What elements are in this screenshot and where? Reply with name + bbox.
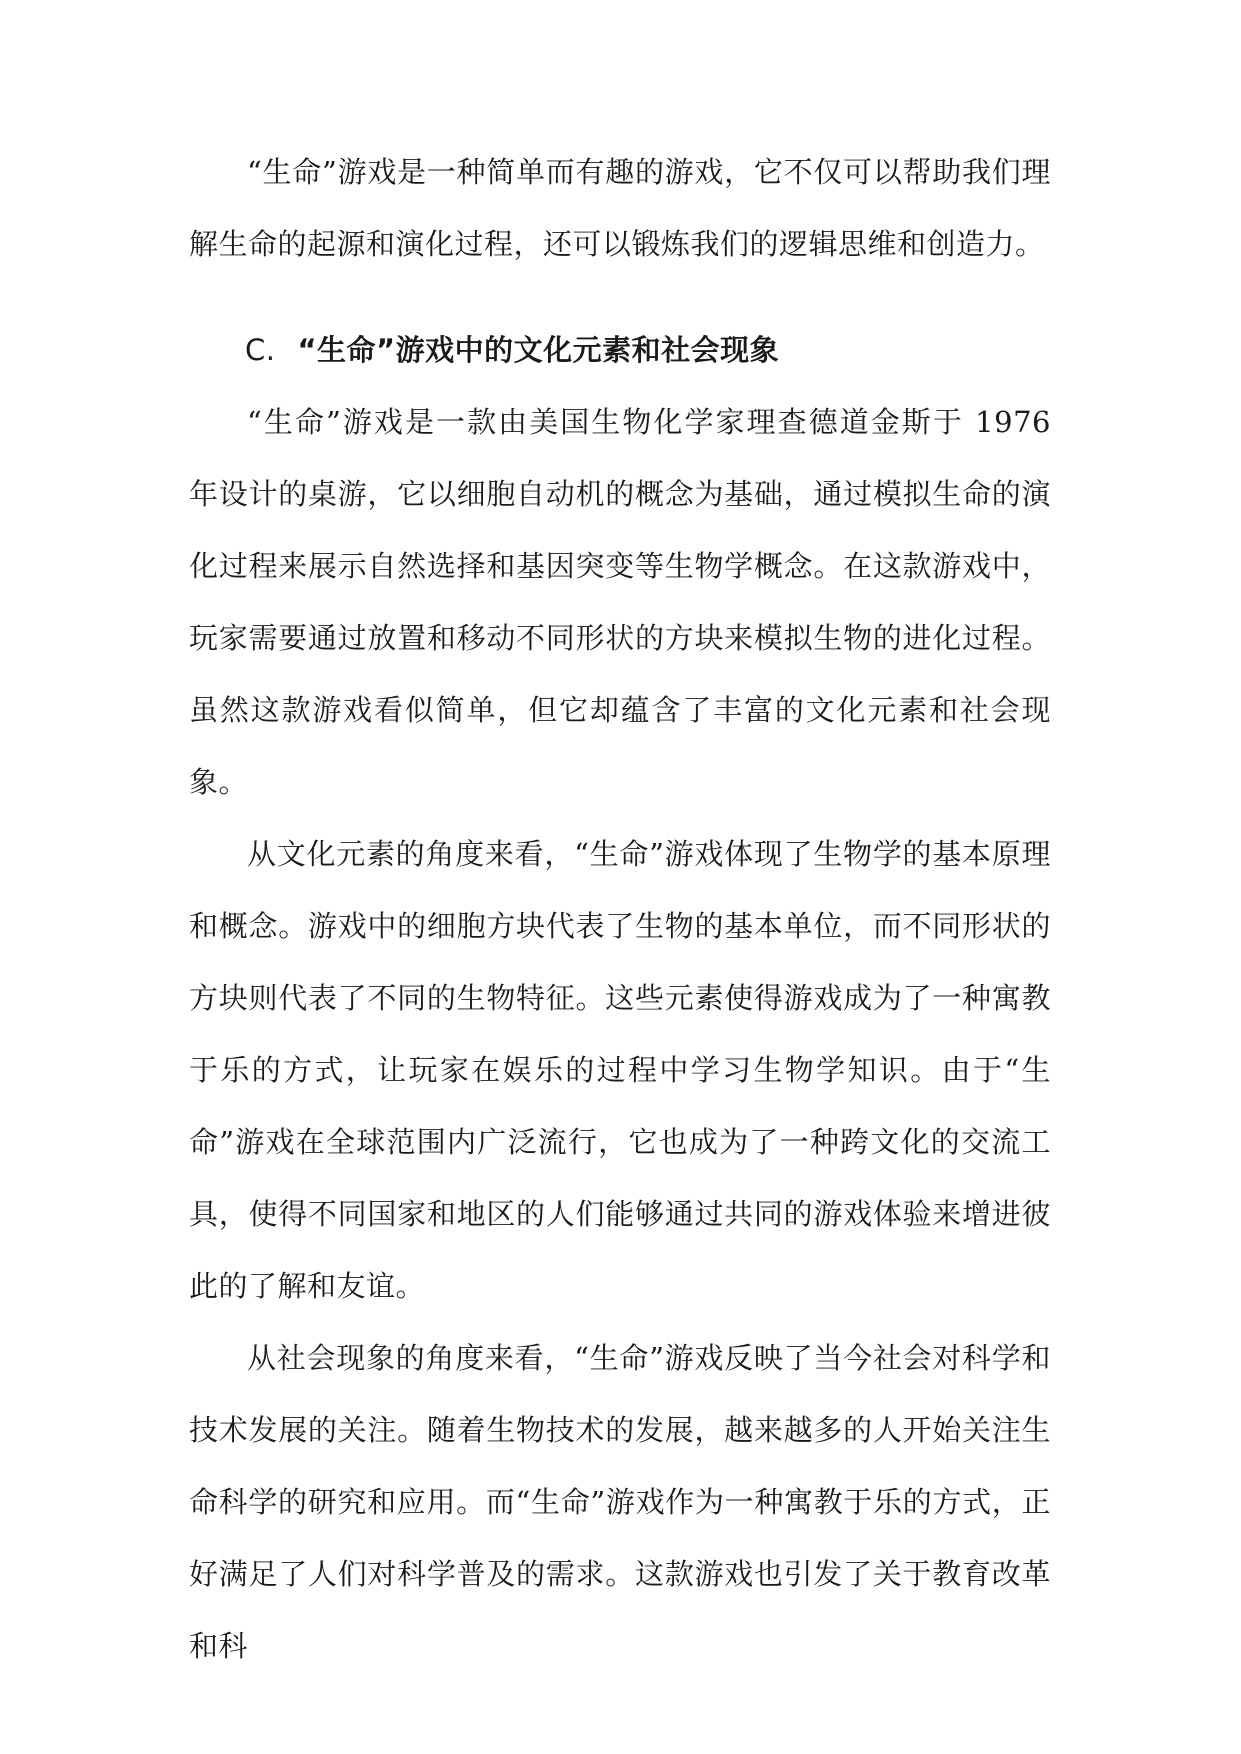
section-title: “生命”游戏中的文化元素和社会现象 xyxy=(297,333,780,367)
document-body xyxy=(189,136,1051,1682)
paragraph-3: 从社会现象的角度来看，“生命”游戏反映了当今社会对科学和技术发展的关注。随着生物技术的发展，越来越多的人开始关注生命科学的研究和应用。而“生命”游戏作为一种寓教于乐的方式，正好满足了人们对科学普及的需求。这款游戏也引发了关于教育改革和科 xyxy=(189,1341,1051,1663)
section-label: C. xyxy=(245,333,276,367)
paragraph-2: 从文化元素的角度来看，“生命”游戏体现了生物学的基本原理和概念。游戏中的细胞方块代表了生物的基本单位，而不同形状的方块则代表了不同的生物特征。这些元素使得游戏成为了一种寓教于乐的方式，让玩家在娱乐的过程中学习生物学知识。由于“生命”游戏在全球范围内广泛流行，它也成为了一种跨文化的交流工具，使得不同国家和地区的人们能够通过共同的游戏体验来增进彼此的了解和友谊。 xyxy=(189,837,1051,1303)
paragraph-intro: “生命”游戏是一种简单而有趣的游戏，它不仅可以帮助我们理解生命的起源和演化过程，还可以锻炼我们的逻辑思维和创造力。 xyxy=(189,155,1051,261)
section-heading xyxy=(189,318,1051,382)
paragraph-1: “生命”游戏是一款由美国生物化学家理查德道金斯于 1976 年设计的桌游，它以细胞自动机的概念为基础，通过模拟生命的演化过程来展示自然选择和基因突变等生物学概念。在这款游戏中，玩家需要通过放置和移动不同形状的方块来模拟生物的进化过程。虽然这款游戏看似简单，但它却蕴含了丰富的文化元素和社会现象。 xyxy=(189,405,1051,799)
